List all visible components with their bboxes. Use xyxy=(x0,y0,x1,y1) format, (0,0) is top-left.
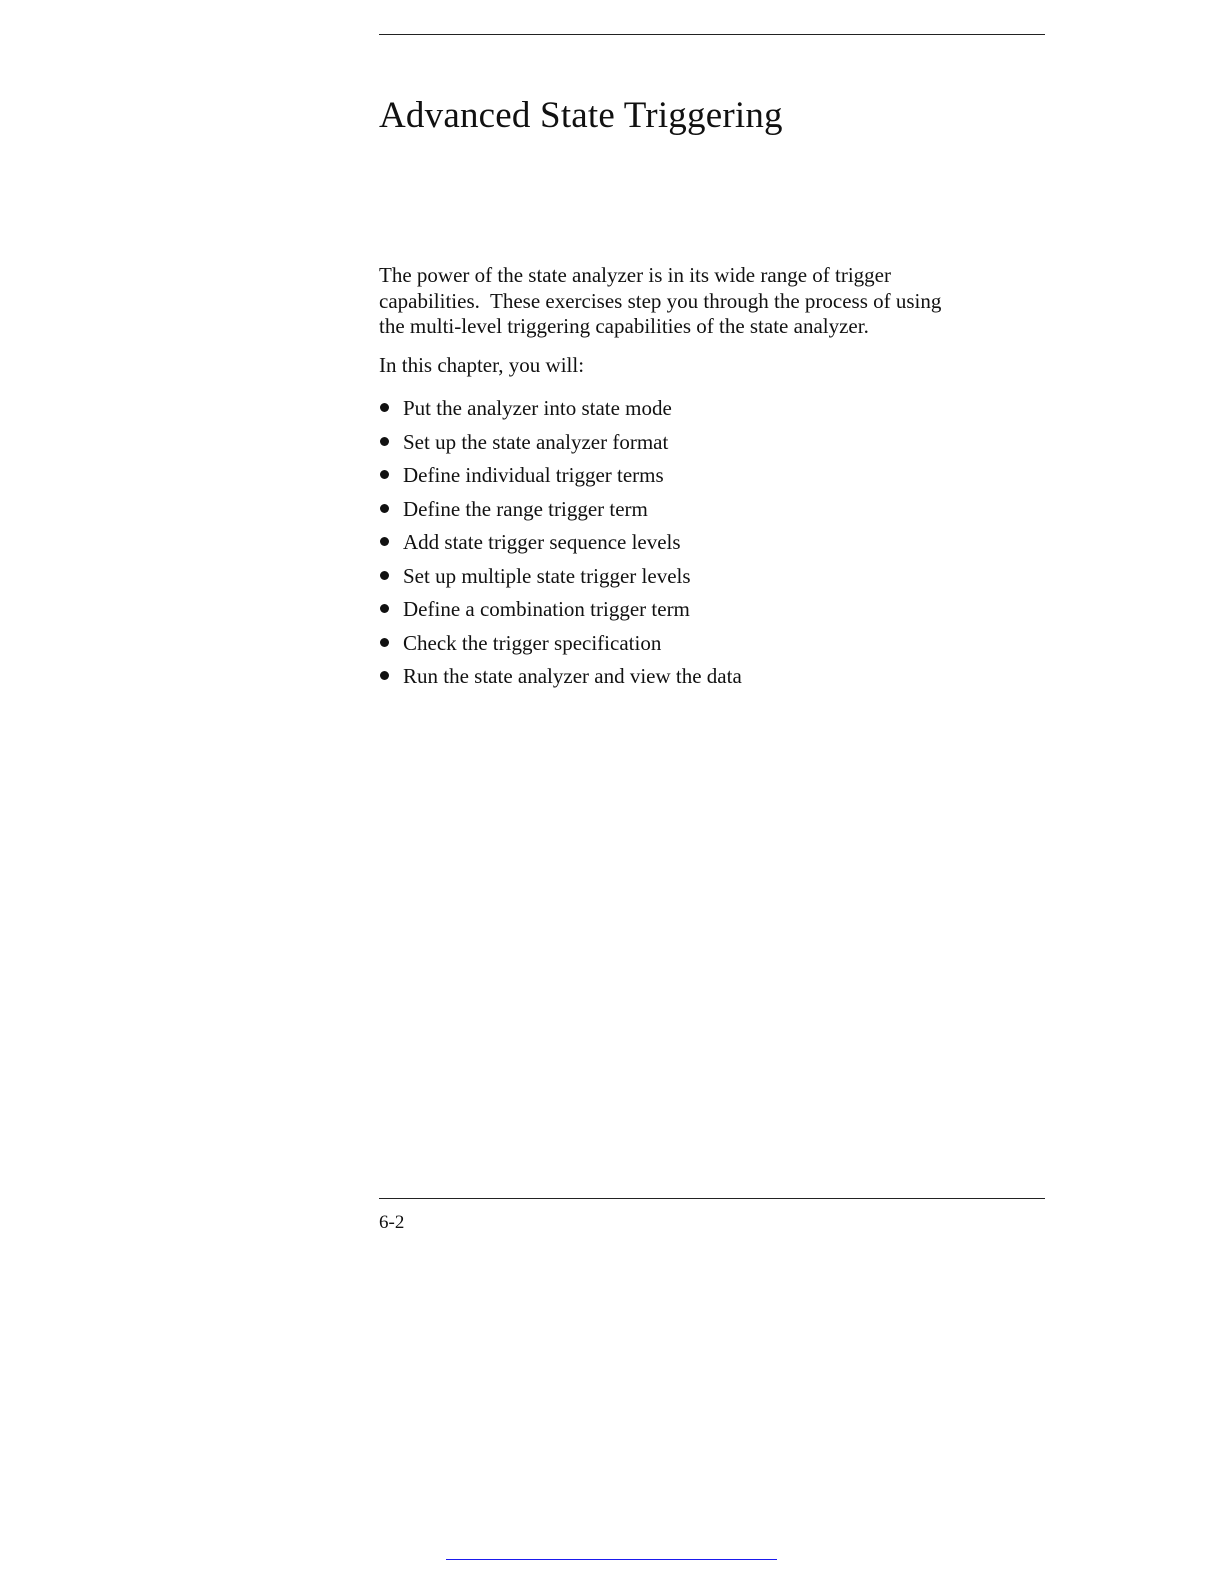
page-number: 6-2 xyxy=(379,1212,405,1233)
list-item xyxy=(379,629,742,663)
intro-line: the multi-level triggering capabilities of the state analyzer. xyxy=(379,314,869,338)
bullet-icon xyxy=(380,638,389,647)
bullet-icon xyxy=(380,504,389,513)
bullet-icon xyxy=(380,671,389,680)
footer-link-underline[interactable] xyxy=(446,1559,777,1560)
list-item-text: Set up multiple state trigger levels xyxy=(403,563,691,588)
intro-line: capabilities. These exercises step you through the process of using xyxy=(379,288,942,313)
list-item-text: Define individual trigger terms xyxy=(403,463,664,487)
bullet-icon xyxy=(380,571,389,580)
list-item xyxy=(379,495,742,529)
chapter-title: Advanced State Triggering xyxy=(379,95,783,136)
footer-rule xyxy=(379,1198,1045,1199)
list-item xyxy=(379,528,742,562)
bullet-icon xyxy=(380,604,389,613)
list-item-text: Check the trigger specification xyxy=(403,630,662,655)
intro-line: The power of the state analyzer is in its wide range of trigger xyxy=(379,263,891,287)
bullet-icon xyxy=(380,470,389,479)
list-lead-in: In this chapter, you will: xyxy=(379,353,585,377)
list-item-text: Put the analyzer into state mode xyxy=(403,396,672,420)
list-item xyxy=(379,662,742,696)
list-item xyxy=(379,461,742,495)
bullet-icon xyxy=(380,537,389,546)
list-item-text: Set up the state analyzer format xyxy=(403,429,669,454)
bullet-icon xyxy=(380,403,389,412)
list-item xyxy=(379,428,742,462)
list-item-text: Run the state analyzer and view the data xyxy=(403,664,742,688)
list-item xyxy=(379,394,742,428)
intro-paragraph xyxy=(379,263,1045,340)
header-rule xyxy=(379,34,1045,35)
list-item-text: Define a combination trigger term xyxy=(403,597,690,621)
bullet-icon xyxy=(380,437,389,446)
list-item-text: Define the range trigger term xyxy=(403,496,648,521)
list-item xyxy=(379,595,742,629)
list-item xyxy=(379,562,742,596)
objectives-list xyxy=(379,394,742,696)
list-item-text: Add state trigger sequence levels xyxy=(403,530,681,554)
